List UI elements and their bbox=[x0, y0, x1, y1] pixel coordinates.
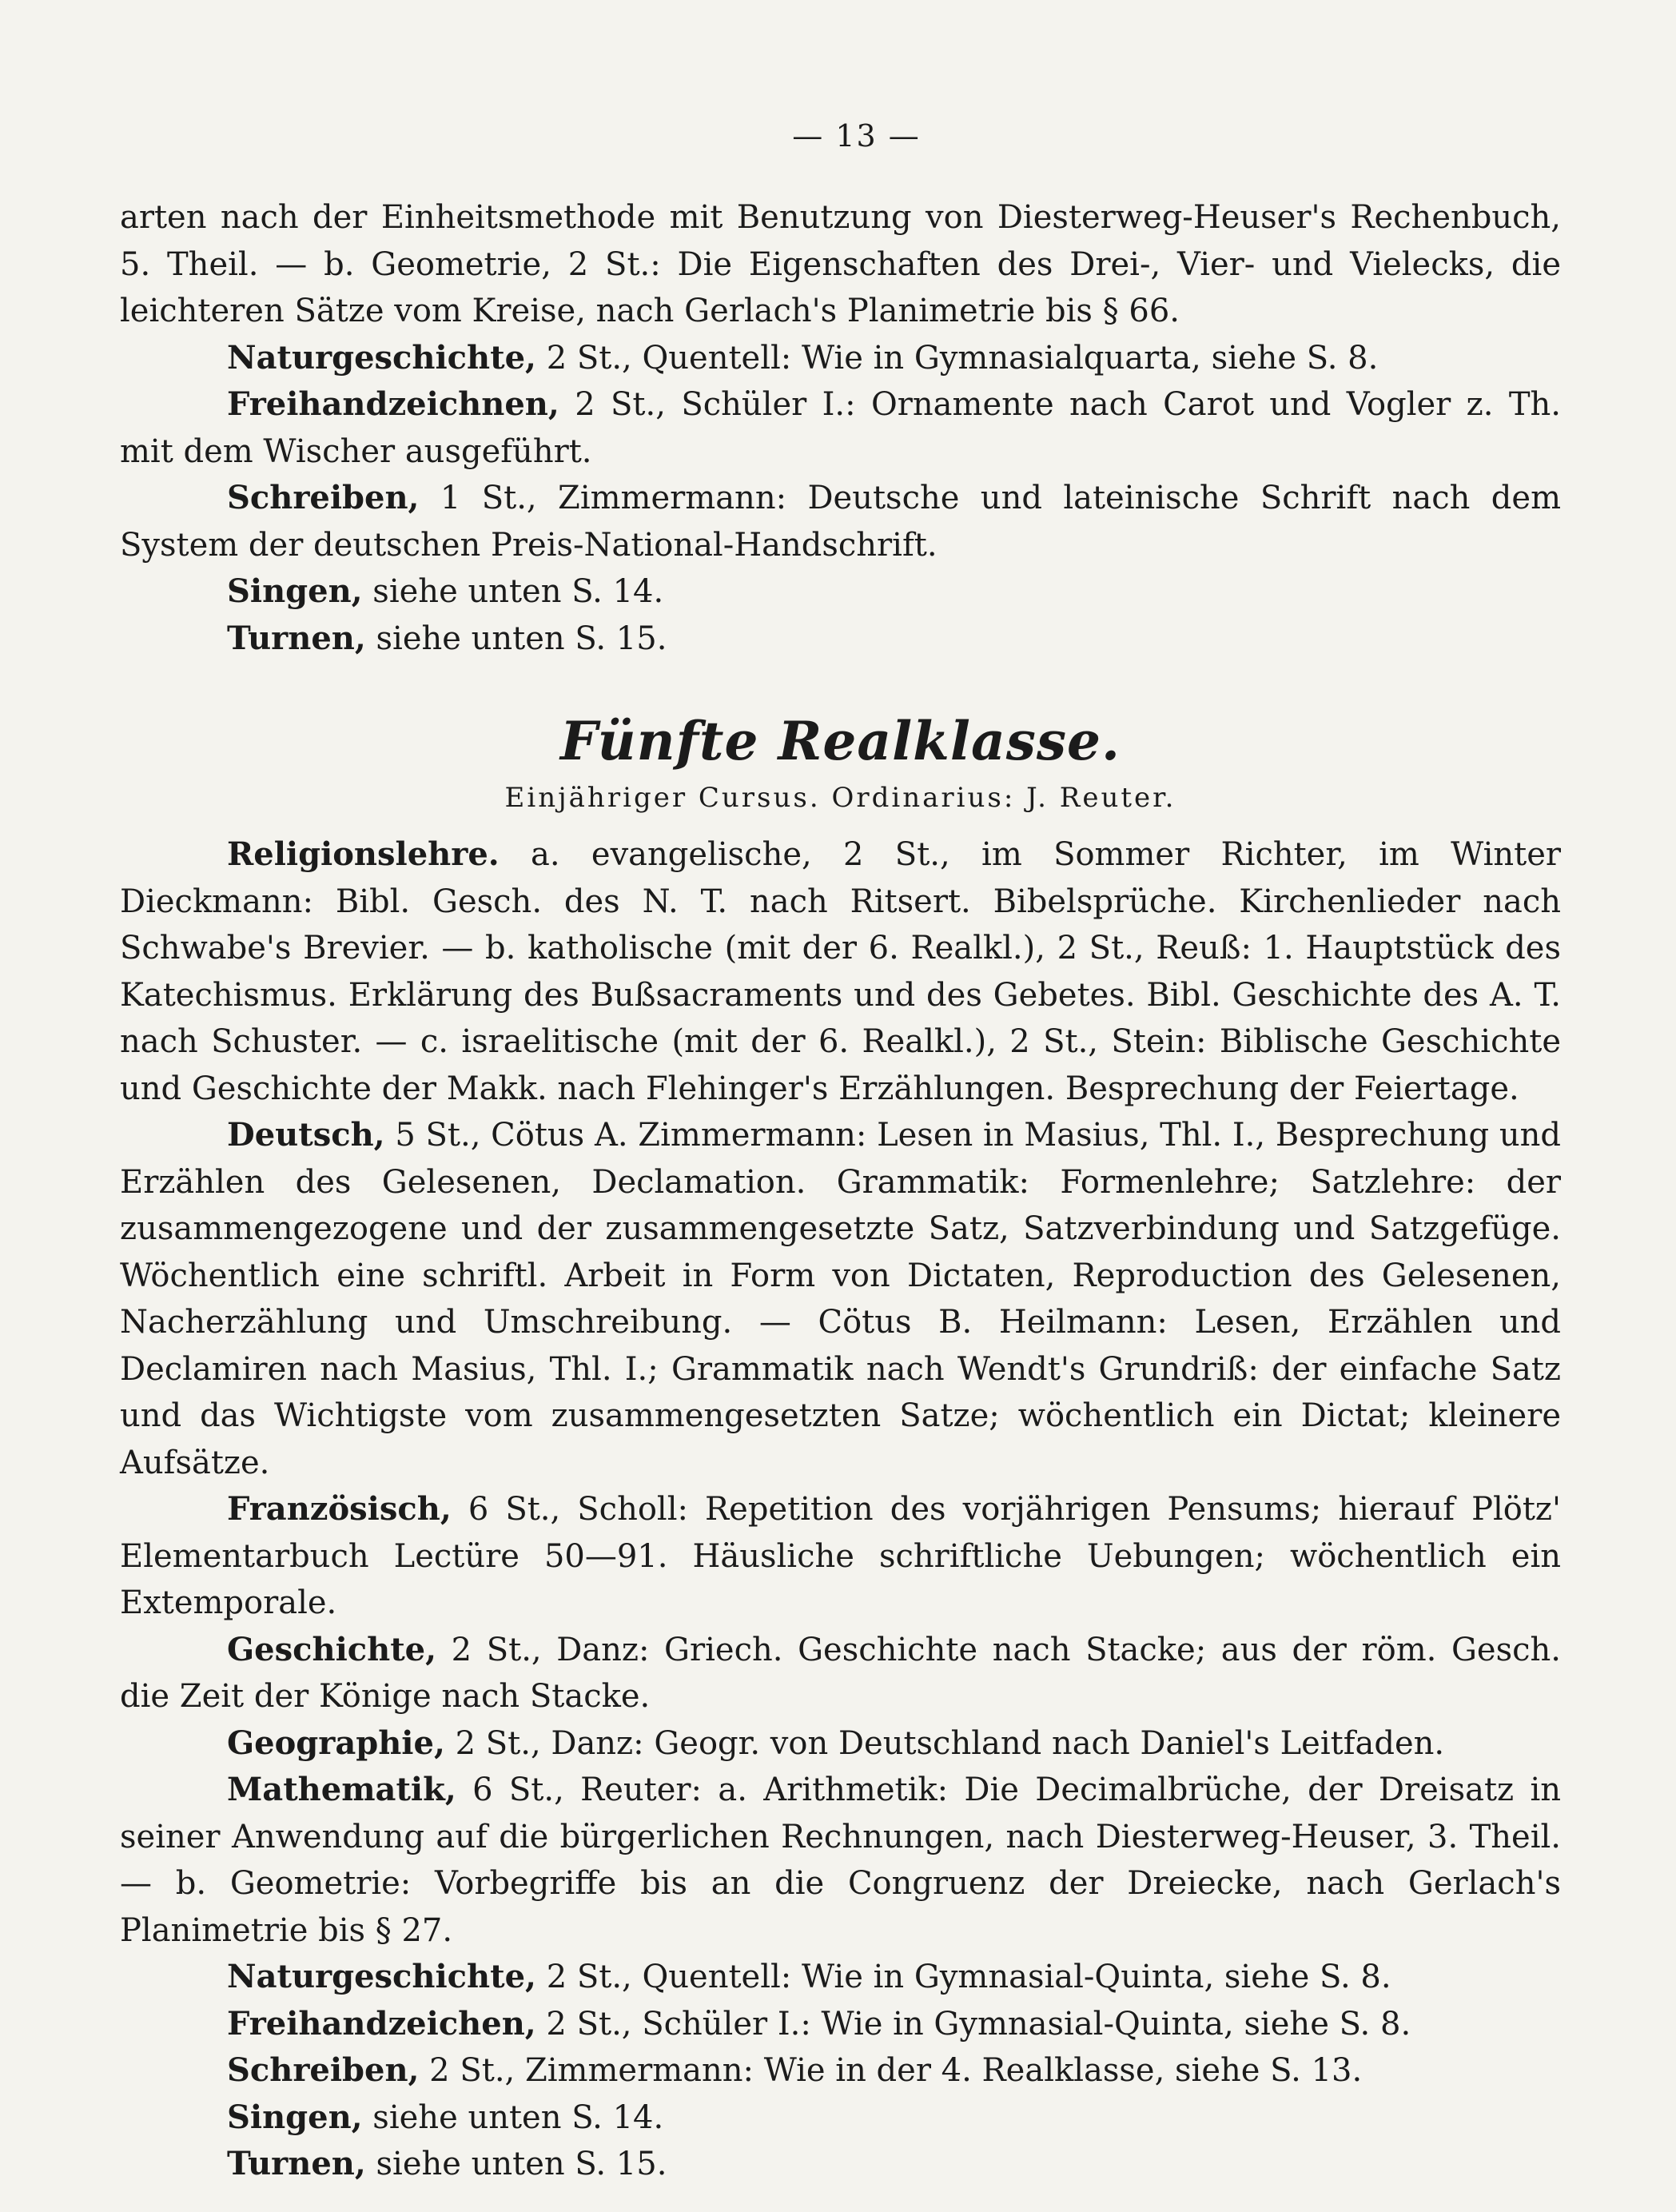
subject-heading: Naturgeschichte, bbox=[227, 338, 536, 377]
subject-heading: Mathematik, bbox=[227, 1771, 456, 1808]
subject-text: 2 St., Danz: Griech. Geschichte nach Stacke; aus der röm. Gesch. die Zeit der Könige nach Stacke. bbox=[120, 1631, 1561, 1715]
subject-text: 2 St., Quentell: Wie in Gymnasialquarta, siehe S. 8. bbox=[535, 339, 1379, 377]
subject-text: 2 St., Schüler I.: Ornamente nach Carot und Vogler z. Th. mit dem Wischer ausgeführt. bbox=[120, 386, 1561, 470]
subject-paragraph bbox=[120, 616, 1561, 663]
subject-heading: Naturgeschichte, bbox=[227, 1958, 536, 1995]
subject-heading: Turnen, bbox=[227, 619, 366, 657]
subject-text: 5 St., Cötus A. Zimmermann: Lesen in Masius, Thl. I., Besprechung und Erzählen des Gelesenen, Declamation. Grammatik: Formenlehre; Satzlehre: der zusammengezogene und der zusammengesetzte Satz, Satzverbindung und Satzgefüge. Wöchentlich eine schriftl. Arbeit in Form von Dictaten, Reproduction des Gelesenen, Nacherzählung und Umschreibung. — Cötus B. Heilmann: Lesen, Erzählen und Declamiren nach Masius, Thl. I.; Grammatik nach Wendt's Grundriß: der einfache Satz und das Wichtigste vom zusammengesetzten Satze; wöchentlich ein Dictat; kleinere Aufsätze. bbox=[120, 1117, 1561, 1481]
subject-heading: Deutsch, bbox=[227, 1116, 385, 1154]
subject-heading: Freihandzeichnen, bbox=[227, 385, 559, 423]
subject-text: siehe unten S. 14. bbox=[362, 2098, 664, 2136]
continuation-paragraph: arten nach der Einheitsmethode mit Benutzung von Diesterweg-Heuser's Rechenbuch, 5. Theil. — b. Geometrie, 2 St.: Die Eigenschaften des Drei-, Vier- und Vielecks, die leichteren Sätze vom Kreise, nach Gerlach's Planimetrie bis § 66. bbox=[120, 199, 1561, 329]
subject-text: a. evangelische, 2 St., im Sommer Richter, im Winter Dieckmann: Bibl. Gesch. des N. T. nach Ritsert. Bibelsprüche. Kirchenlieder nach Schwabe's Brevier. — b. katholische (mit der 6. Realkl.), 2 St., Reuß: 1. Hauptstück des Katechismus. Erklärung des Bußsacraments und des Gebetes. Bibl. Geschichte des A. T. nach Schuster. — c. israelitische (mit der 6. Realkl.), 2 St., Stein: Biblische Geschichte und Geschichte der Makk. nach Flehinger's Erzählungen. Besprechung der Feiertage. bbox=[120, 836, 1561, 1107]
subject-heading: Singen, bbox=[227, 572, 363, 610]
page-number: — 13 — bbox=[792, 118, 921, 153]
subject-text: 1 St., Zimmermann: Deutsche und lateinische Schrift nach dem System der deutschen Preis-National-Handschrift. bbox=[120, 480, 1561, 564]
subject-paragraph bbox=[120, 831, 1561, 1112]
subject-paragraph bbox=[120, 2001, 1561, 2048]
subjects-list-upper bbox=[120, 335, 1561, 663]
subject-text: 6 St., Scholl: Repetition des vorjährigen Pensums; hierauf Plötz' Elementarbuch Lectüre 50—91. Häusliche schriftliche Uebungen; wöchentlich ein Extemporale. bbox=[120, 1491, 1561, 1621]
subject-paragraph bbox=[120, 335, 1561, 382]
subject-text: 2 St., Zimmermann: Wie in der 4. Realklasse, siehe S. 13. bbox=[419, 2052, 1363, 2089]
subject-paragraph bbox=[120, 475, 1561, 568]
section-subtitle: Einjähriger Cursus. Ordinarius: J. Reuter. bbox=[504, 782, 1176, 814]
subject-paragraph bbox=[120, 1112, 1561, 1486]
subject-heading: Schreiben, bbox=[227, 2051, 420, 2089]
subject-heading: Religionslehre. bbox=[227, 835, 500, 873]
subject-text: siehe unten S. 14. bbox=[362, 573, 664, 610]
subject-paragraph bbox=[120, 1627, 1561, 1720]
subject-heading: Französisch, bbox=[227, 1490, 452, 1528]
subject-heading: Geschichte, bbox=[227, 1630, 437, 1668]
subject-heading: Geographie, bbox=[227, 1724, 445, 1762]
subject-heading: Singen, bbox=[227, 2098, 363, 2136]
subject-paragraph bbox=[120, 1954, 1561, 2001]
subject-text: 2 St., Danz: Geogr. von Deutschland nach Daniel's Leitfaden. bbox=[444, 1724, 1445, 1762]
subject-text: 2 St., Schüler I.: Wie in Gymnasial-Quinta, siehe S. 8. bbox=[535, 2005, 1411, 2043]
subject-paragraph bbox=[120, 568, 1561, 616]
subject-paragraph bbox=[120, 2094, 1561, 2142]
subject-paragraph bbox=[120, 381, 1561, 475]
subject-heading: Turnen, bbox=[227, 2145, 366, 2182]
subject-paragraph bbox=[120, 1767, 1561, 1954]
subject-heading: Schreiben, bbox=[227, 479, 420, 516]
subject-text: siehe unten S. 15. bbox=[365, 2146, 667, 2182]
subject-text: 6 St., Reuter: a. Arithmetik: Die Decimalbrüche, der Dreisatz in seiner Anwendung auf die bürgerlichen Rechnungen, nach Diesterweg-Heuser, 3. Theil. — b. Geometrie: Vorbegriffe bis an die Congruenz der Dreiecke, nach Gerlach's Planimetrie bis § 27. bbox=[120, 1772, 1561, 1949]
subject-text: 2 St., Quentell: Wie in Gymnasial-Quinta, siehe S. 8. bbox=[535, 1959, 1391, 1995]
section-title: Fünfte Realklasse. bbox=[559, 710, 1121, 772]
subjects-list-lower bbox=[120, 831, 1561, 2188]
subject-paragraph bbox=[120, 1720, 1561, 1768]
subject-paragraph bbox=[120, 2047, 1561, 2094]
subject-heading: Freihandzeichen, bbox=[227, 2004, 536, 2043]
subject-text: siehe unten S. 15. bbox=[365, 620, 667, 657]
subject-paragraph bbox=[120, 1486, 1561, 1627]
subject-paragraph bbox=[120, 2141, 1561, 2188]
